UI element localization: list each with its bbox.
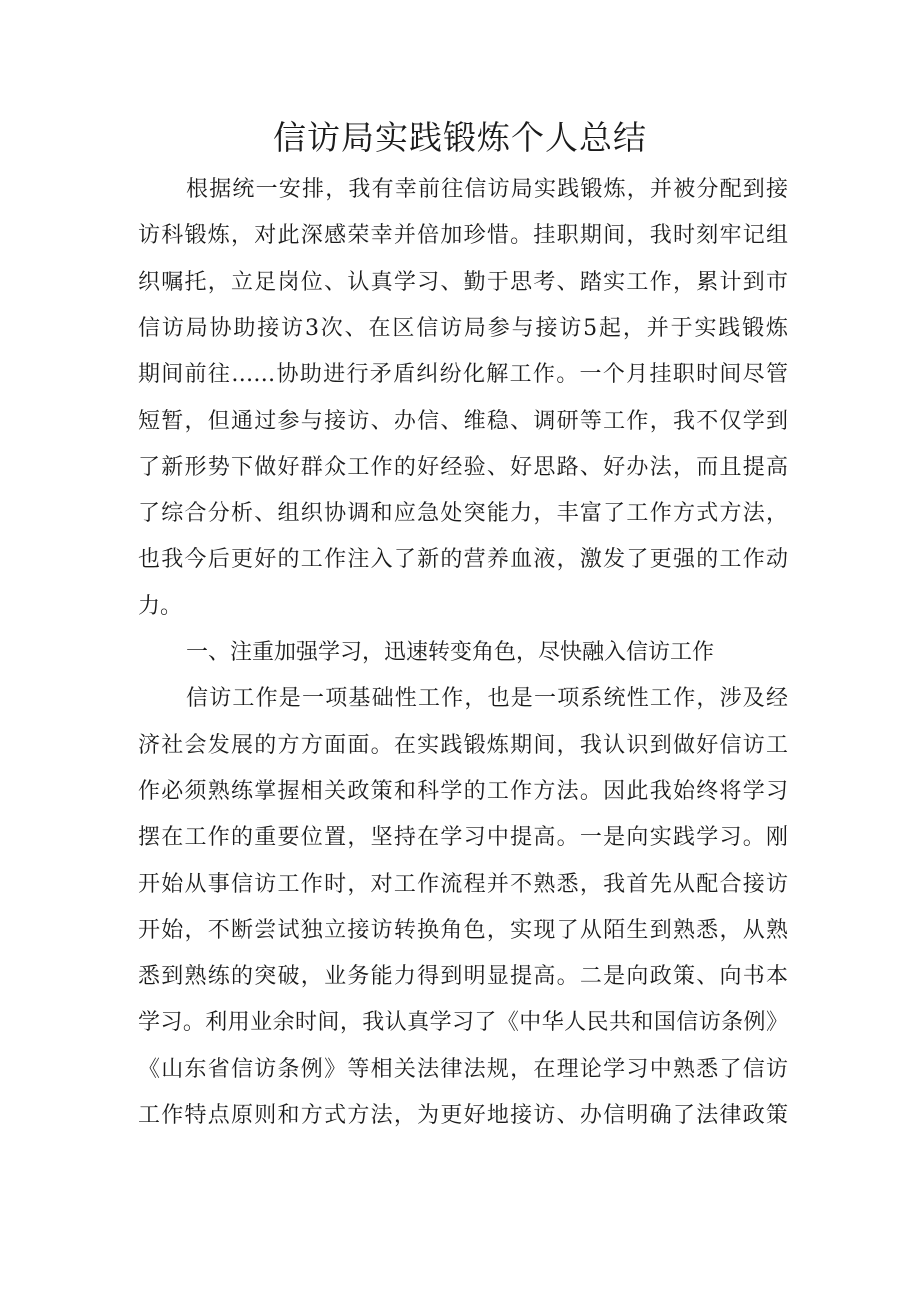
paragraph-line: 作必须熟练掌握相关政策和科学的工作方法。因此我始终将学习 [138, 779, 788, 804]
paragraph-line: 济社会发展的方方面面。在实践锻炼期间，我认识到做好信访工 [138, 733, 788, 758]
paragraph-line: 访科锻炼，对此深感荣幸并倍加珍惜。挂职期间，我时刻牢记组 [138, 223, 788, 248]
paragraph-first-line: 信访工作是一项基础性工作，也是一项系统性工作，涉及经 [186, 686, 788, 711]
paragraph-line: 悉到熟练的突破，业务能力得到明显提高。二是向政策、向书本 [138, 964, 788, 989]
paragraph-line: 开始，不断尝试独立接访转换角色，实现了从陌生到熟悉，从熟 [138, 918, 788, 943]
paragraph-line: 信访局协助接访3次、在区信访局参与接访5起，并于实践锻炼 [138, 316, 788, 341]
paragraph-line: 期间前往……协助进行矛盾纠纷化解工作。一个月挂职时间尽管 [138, 362, 788, 387]
paragraph-line: 摆在工作的重要位置，坚持在学习中提高。一是向实践学习。刚 [138, 825, 788, 850]
paragraph-line: 也我今后更好的工作注入了新的营养血液，激发了更强的工作动 [138, 547, 788, 572]
paragraph-line: 《山东省信访条例》等相关法律法规，在理论学习中熟悉了信访 [138, 1057, 788, 1082]
paragraph-line: 学习。利用业余时间，我认真学习了《中华人民共和国信访条例》 [138, 1010, 788, 1035]
paragraph-line: 力。 [138, 594, 183, 619]
paragraph-line: 工作特点原则和方式方法，为更好地接访、办信明确了法律政策 [138, 1103, 788, 1128]
paragraph-first-line: 一、注重加强学习，迅速转变角色，尽快融入信访工作 [186, 640, 715, 665]
paragraph-line: 短暂，但通过参与接访、办信、维稳、调研等工作，我不仅学到 [138, 409, 788, 434]
paragraph-first-line: 根据统一安排，我有幸前往信访局实践锻炼，并被分配到接 [186, 177, 788, 202]
paragraph-line: 了新形势下做好群众工作的好经验、好思路、好办法，而且提高 [138, 455, 788, 480]
paragraph-line: 织嘱托，立足岗位、认真学习、勤于思考、踏实工作，累计到市 [138, 270, 788, 295]
paragraph-line: 了综合分析、组织协调和应急处突能力，丰富了工作方式方法， [138, 501, 788, 526]
document-title: 信访局实践锻炼个人总结 [273, 118, 647, 157]
paragraph-line: 开始从事信访工作时，对工作流程并不熟悉，我首先从配合接访 [138, 872, 788, 897]
